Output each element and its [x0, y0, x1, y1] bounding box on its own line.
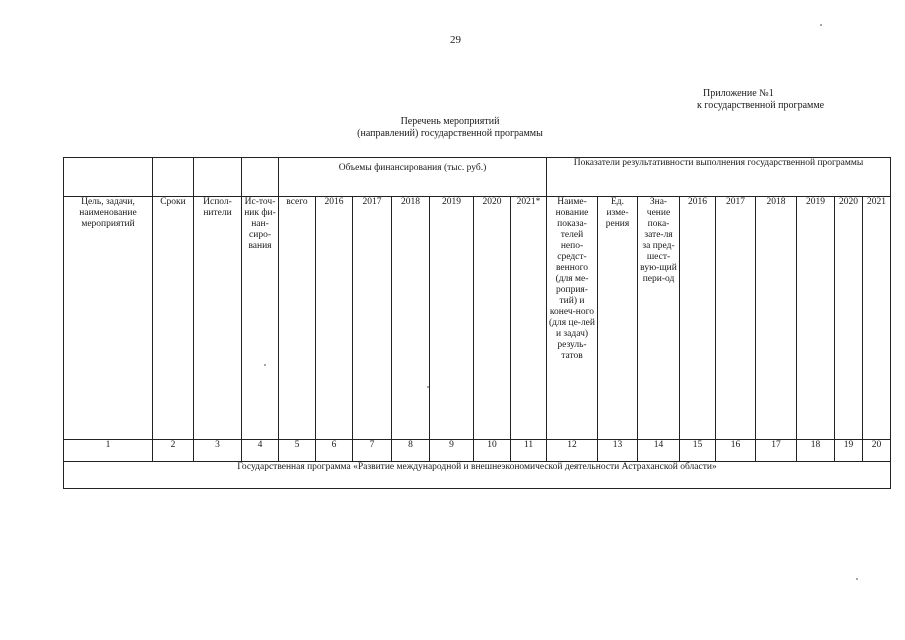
header-ind-2019: 2019: [797, 197, 835, 440]
title-line-2: (направлений) государственной программы: [357, 128, 543, 139]
column-number: 20: [863, 440, 891, 462]
header-fin-2016: 2016: [316, 197, 353, 440]
scan-speck: [856, 578, 858, 580]
appendix-line-2: к государственной программе: [697, 100, 825, 111]
header-empty-cell: [64, 158, 153, 197]
header-ind-2018: 2018: [756, 197, 797, 440]
header-executors: Испол-нители: [194, 197, 242, 440]
header-total: всего: [279, 197, 316, 440]
scan-speck: [820, 24, 822, 26]
header-previous-value: Зна-чение пока-зате-ля за пред-шест-вую-щий пери-од: [638, 197, 680, 440]
header-empty-cell: [194, 158, 242, 197]
column-number: 4: [242, 440, 279, 462]
column-number: 1: [64, 440, 153, 462]
column-number: 15: [680, 440, 716, 462]
column-number: 14: [638, 440, 680, 462]
header-unit: Ед. изме-рения: [598, 197, 638, 440]
header-empty-cell: [153, 158, 194, 197]
scan-speck: [264, 364, 266, 366]
measures-table: [63, 157, 891, 489]
header-fin-2021: 2021*: [511, 197, 547, 440]
header-row: [64, 197, 891, 440]
header-terms: Сроки: [153, 197, 194, 440]
column-number: 17: [756, 440, 797, 462]
column-number: 12: [547, 440, 598, 462]
column-number: 16: [716, 440, 756, 462]
program-title: Государственная программа «Развитие международной и внешнеэкономической деятельности Астраханской области»: [64, 462, 891, 489]
header-indicator-name: Наиме-нование показа-телей непо-средст-венного (для ме-роприя-тий) и конеч-ного (для це-лей и задач) резуль-татов: [547, 197, 598, 440]
header-ind-2020: 2020: [835, 197, 863, 440]
header-funding-source: Ис-точ-ник фи-нан-сиро-вания: [242, 197, 279, 440]
column-number: 2: [153, 440, 194, 462]
indicators-group-header: Показатели результативности выполнения государственной программы: [547, 158, 891, 197]
header-fin-2019: 2019: [430, 197, 474, 440]
program-row: [64, 462, 891, 489]
column-number: 6: [316, 440, 353, 462]
header-ind-2016: 2016: [680, 197, 716, 440]
appendix-line-1: Приложение №1: [703, 88, 774, 99]
header-fin-2018: 2018: [392, 197, 430, 440]
column-number: 3: [194, 440, 242, 462]
column-number: 5: [279, 440, 316, 462]
column-number: 10: [474, 440, 511, 462]
header-ind-2021: 2021: [863, 197, 891, 440]
page-number: 29: [450, 34, 461, 46]
column-number: 9: [430, 440, 474, 462]
column-number: 8: [392, 440, 430, 462]
title-line-1: Перечень мероприятий: [400, 116, 500, 127]
header-ind-2017: 2017: [716, 197, 756, 440]
scan-speck: [427, 386, 429, 388]
header-empty-cell: [242, 158, 279, 197]
header-goal-tasks: Цель, задачи, наименование мероприятий: [64, 197, 153, 440]
column-number: 19: [835, 440, 863, 462]
header-fin-2020: 2020: [474, 197, 511, 440]
header-group-row: [64, 158, 891, 197]
financing-group-header: Объемы финансирования (тыс. руб.): [279, 158, 547, 197]
header-fin-2017: 2017: [353, 197, 392, 440]
column-number: 13: [598, 440, 638, 462]
column-number-row: [64, 440, 891, 462]
document-title: [330, 116, 570, 140]
column-number: 11: [511, 440, 547, 462]
appendix-note: [697, 88, 824, 112]
column-number: 18: [797, 440, 835, 462]
column-number: 7: [353, 440, 392, 462]
